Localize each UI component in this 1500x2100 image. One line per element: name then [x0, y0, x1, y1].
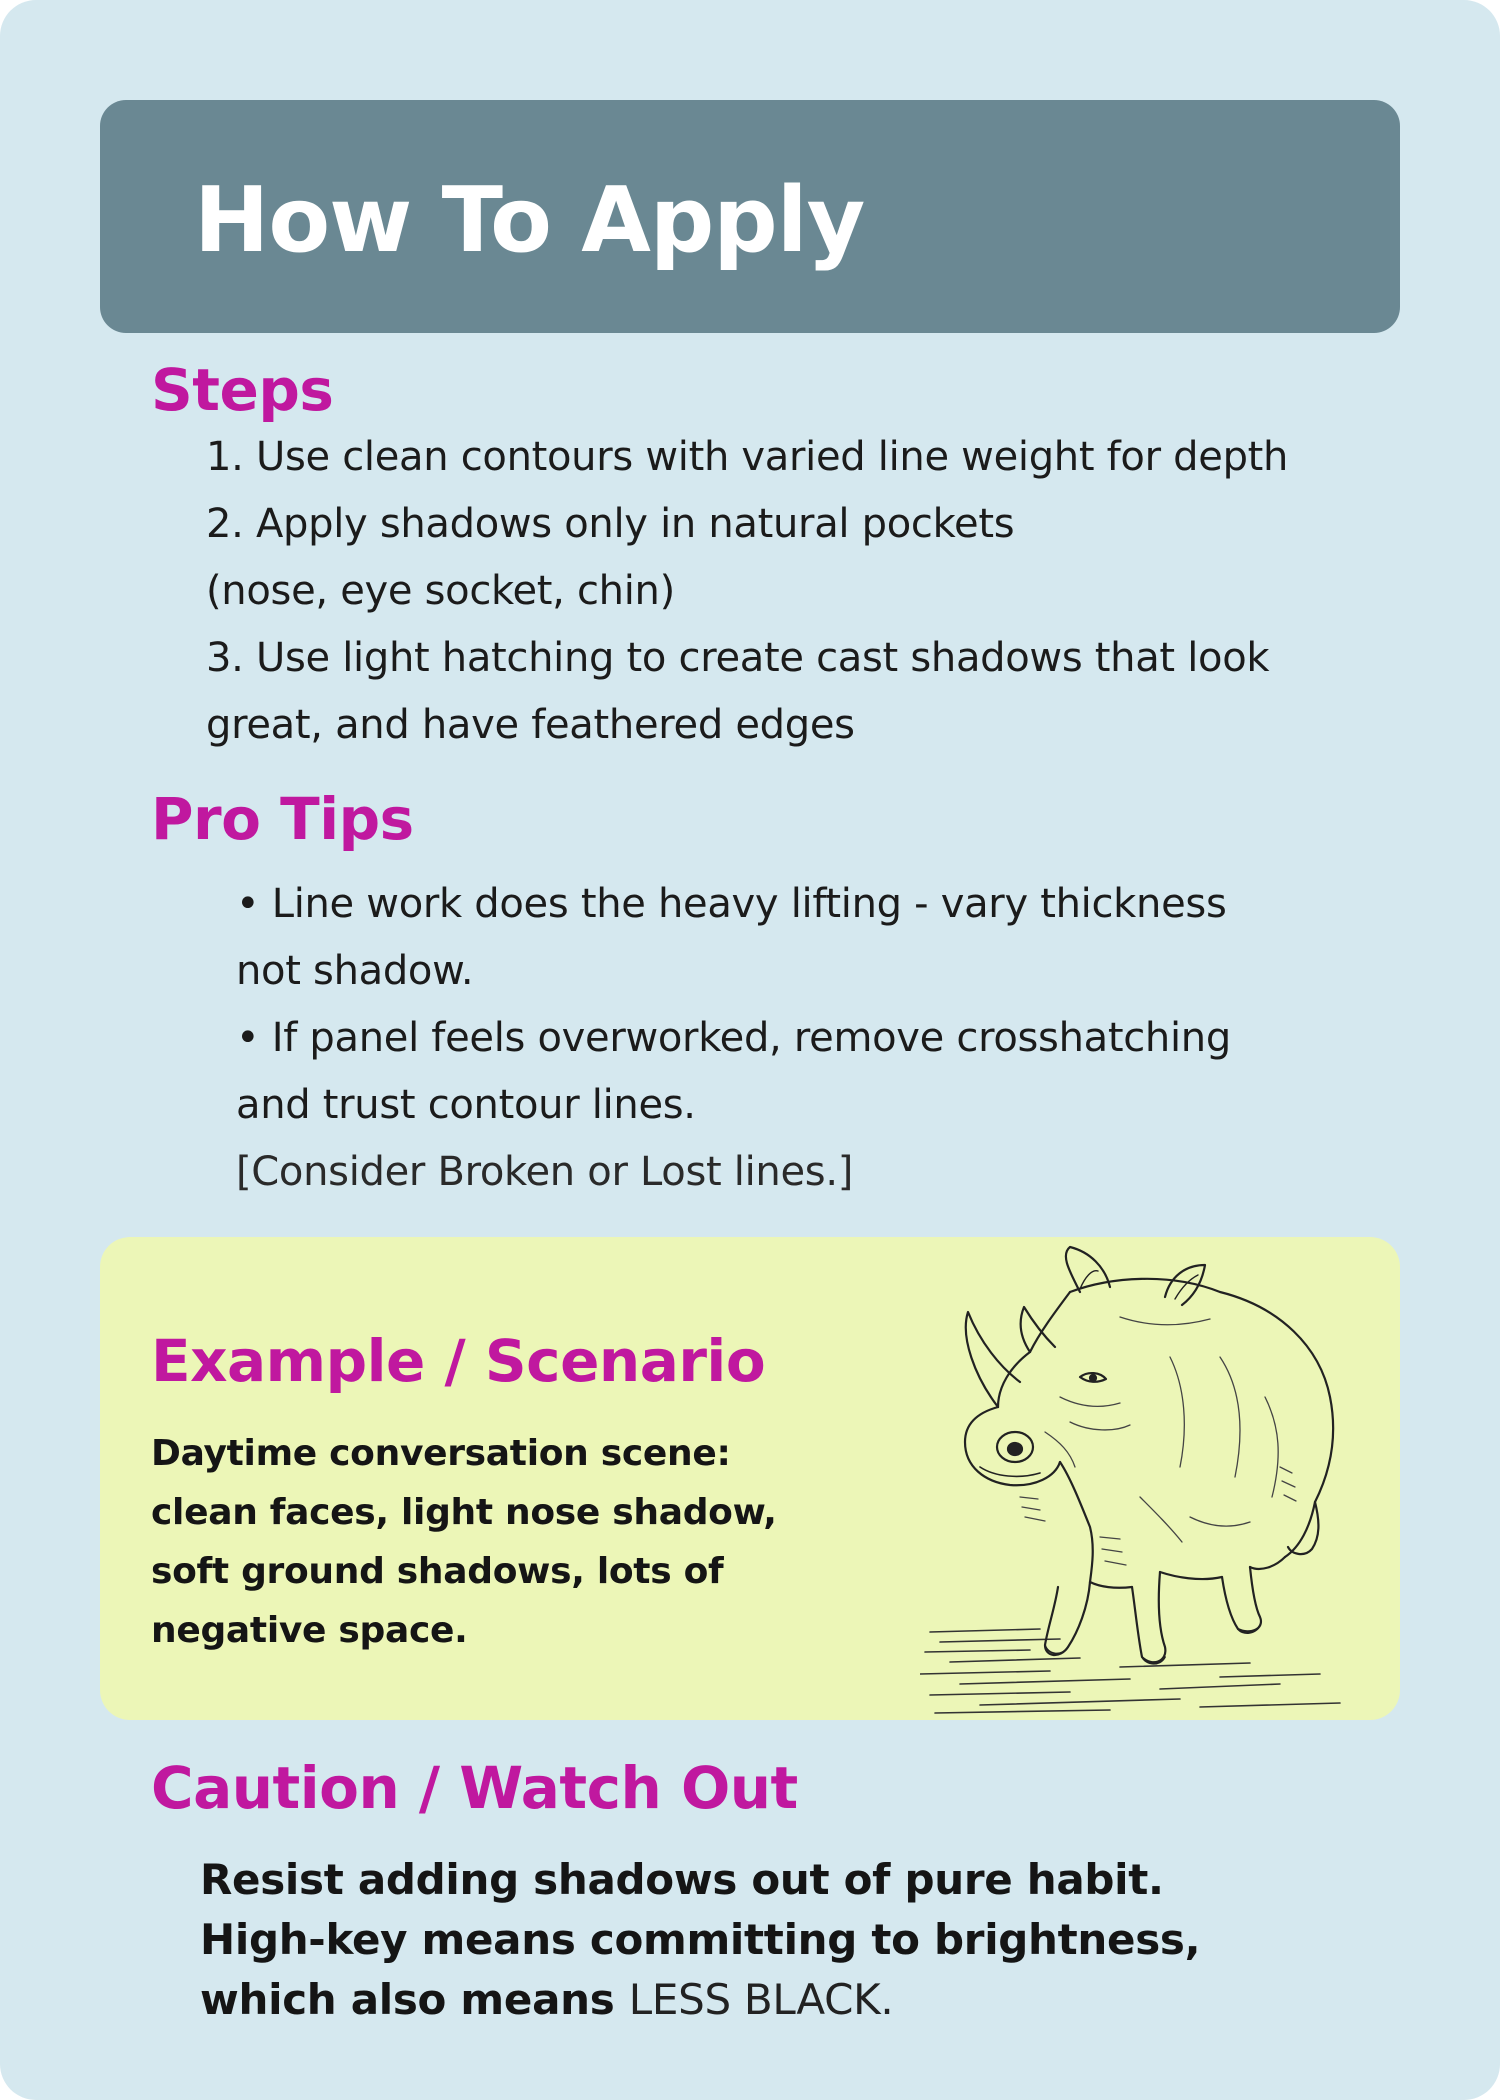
less-black-emphasis: LESS BLACK. — [628, 1975, 894, 2024]
tip-line: • Line work does the heavy lifting - vary thickness — [236, 881, 1227, 927]
pro-tips-list — [236, 871, 1231, 1206]
caution-line: High-key means committing to brightness, — [200, 1915, 1201, 1964]
tip-line: and trust contour lines. — [236, 1082, 696, 1128]
caution-description — [200, 1850, 1200, 2030]
steps-heading: Steps — [151, 356, 334, 424]
page-title: How To Apply — [194, 168, 865, 273]
example-line: negative space. — [151, 1610, 468, 1651]
tip-note: [Consider Broken or Lost lines.] — [236, 1149, 854, 1195]
header-banner — [100, 100, 1400, 333]
step-line: 3. Use light hatching to create cast shadows that look — [206, 635, 1270, 681]
rhino-sketch-illustration — [920, 1237, 1400, 1720]
example-line: Daytime conversation scene: — [151, 1433, 731, 1474]
tip-line: not shadow. — [236, 948, 474, 994]
tip-line: • If panel feels overworked, remove crosshatching — [236, 1015, 1231, 1061]
caution-line-bold: which also means — [200, 1975, 629, 2024]
step-line: (nose, eye socket, chin) — [206, 568, 675, 614]
example-line: clean faces, light nose shadow, — [151, 1492, 777, 1533]
step-line: 2. Apply shadows only in natural pockets — [206, 501, 1015, 547]
steps-list — [206, 424, 1288, 759]
step-line: 1. Use clean contours with varied line weight for depth — [206, 434, 1289, 480]
example-line: soft ground shadows, lots of — [151, 1551, 724, 1592]
pro-tips-heading: Pro Tips — [151, 785, 414, 853]
example-description — [151, 1424, 777, 1660]
step-line: great, and have feathered edges — [206, 702, 855, 748]
caution-line — [200, 1970, 1200, 2030]
caution-heading: Caution / Watch Out — [151, 1754, 798, 1822]
caution-line: Resist adding shadows out of pure habit. — [200, 1855, 1164, 1904]
example-heading: Example / Scenario — [151, 1327, 766, 1395]
example-scenario-panel — [100, 1237, 1400, 1720]
